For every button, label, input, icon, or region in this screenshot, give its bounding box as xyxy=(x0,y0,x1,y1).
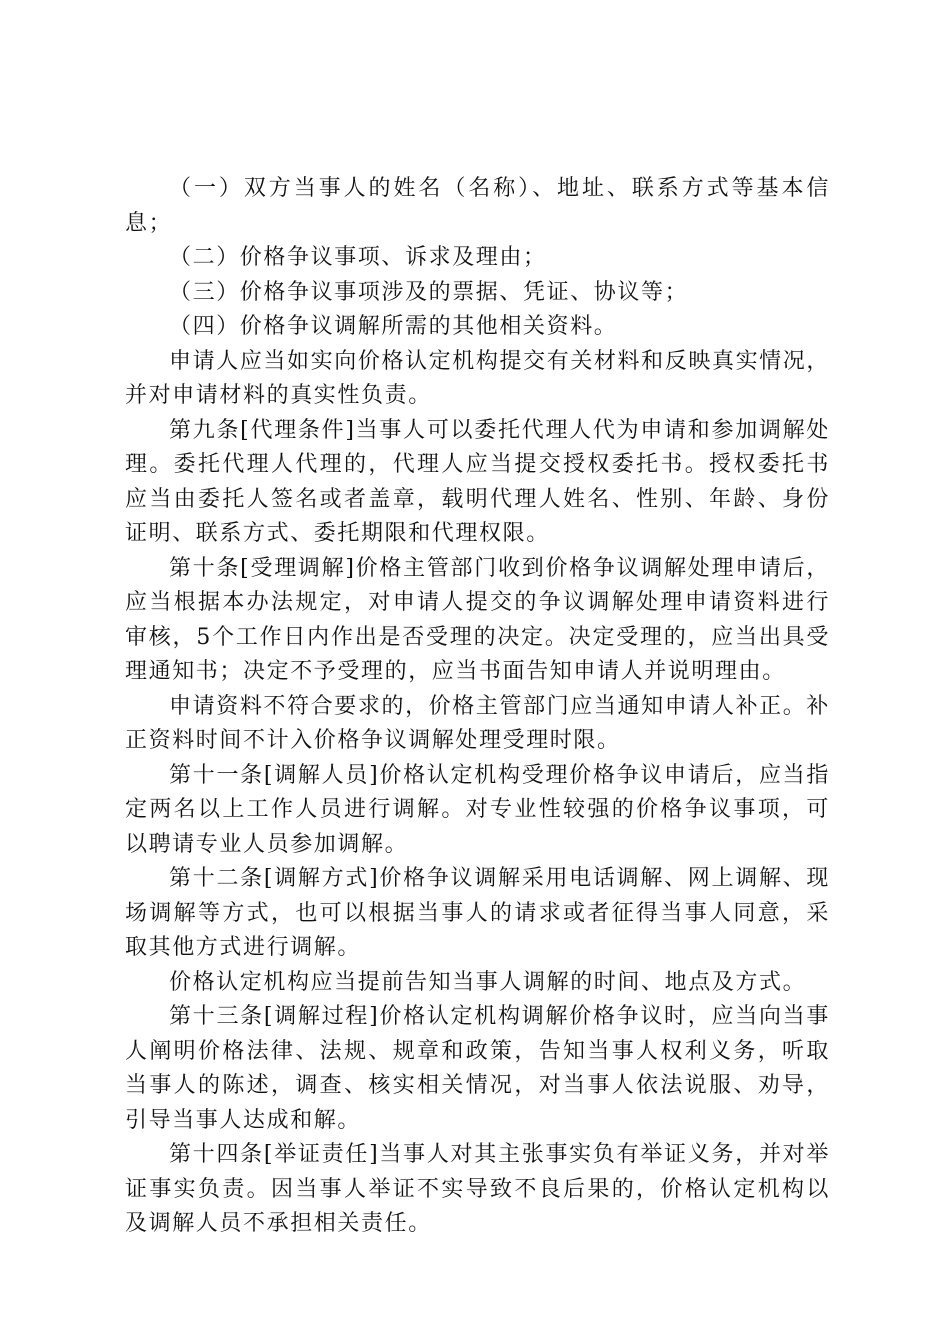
paragraph-article-14: 第十四条[举证责任]当事人对其主张事实负有举证义务，并对举证事实负责。因当事人举证不实导致不良后果的，价格认定机构以及调解人员不承担相关责任。 xyxy=(125,1142,830,1236)
paragraph-applicant-materials: 申请人应当如实向价格认定机构提交有关材料和反映真实情况，并对申请材料的真实性负责。 xyxy=(125,348,830,408)
paragraph-item-3: （三）价格争议事项涉及的票据、凭证、协议等； xyxy=(169,279,689,305)
paragraph-article-11: 第十一条[调解人员]价格认定机构受理价格争议申请后，应当指定两名以上工作人员进行调解。对专业性较强的价格争议事项，可以聘请专业人员参加调解。 xyxy=(125,762,830,857)
paragraph-article-10: 第十条[受理调解]价格主管部门收到价格争议调解处理申请后，应当根据本办法规定，对申请人提交的争议调解处理申请资料进行审核，5个工作日内作出是否受理的决定。决定受理的，应当出具受理通知书；决定不予受理的，应当书面告知申请人并说明理由。 xyxy=(125,555,830,684)
paragraph-article-12: 第十二条[调解方式]价格争议调解采用电话调解、网上调解、现场调解等方式，也可以根据当事人的请求或者征得当事人同意，采取其他方式进行调解。 xyxy=(125,866,830,960)
paragraph-item-2: （二）价格争议事项、诉求及理由； xyxy=(169,245,547,270)
document-body xyxy=(125,172,830,1242)
paragraph-supplement: 申请资料不符合要求的，价格主管部门应当通知申请人补正。补正资料时间不计入价格争议调解处理受理时限。 xyxy=(125,693,830,753)
paragraph-article-13: 第十三条[调解过程]价格认定机构调解价格争议时，应当向当事人阐明价格法律、法规、规章和政策，告知当事人权利义务，听取当事人的陈述，调查、核实相关情况，对当事人依法说服、劝导，引导当事人达成和解。 xyxy=(125,1004,830,1133)
paragraph-notice: 价格认定机构应当提前告知当事人调解的时间、地点及方式。 xyxy=(169,969,807,995)
paragraph-item-1: （一）双方当事人的姓名（名称）、地址、联系方式等基本信息； xyxy=(125,176,830,236)
paragraph-article-9: 第九条[代理条件]当事人可以委托代理人代为申请和参加调解处理。委托代理人代理的，代理人应当提交授权委托书。授权委托书应当由委托人签名或者盖章，载明代理人姓名、性别、年龄、身份证明、联系方式、委托期限和代理权限。 xyxy=(125,417,830,546)
paragraph-item-4: （四）价格争议调解所需的其他相关资料。 xyxy=(169,314,618,339)
